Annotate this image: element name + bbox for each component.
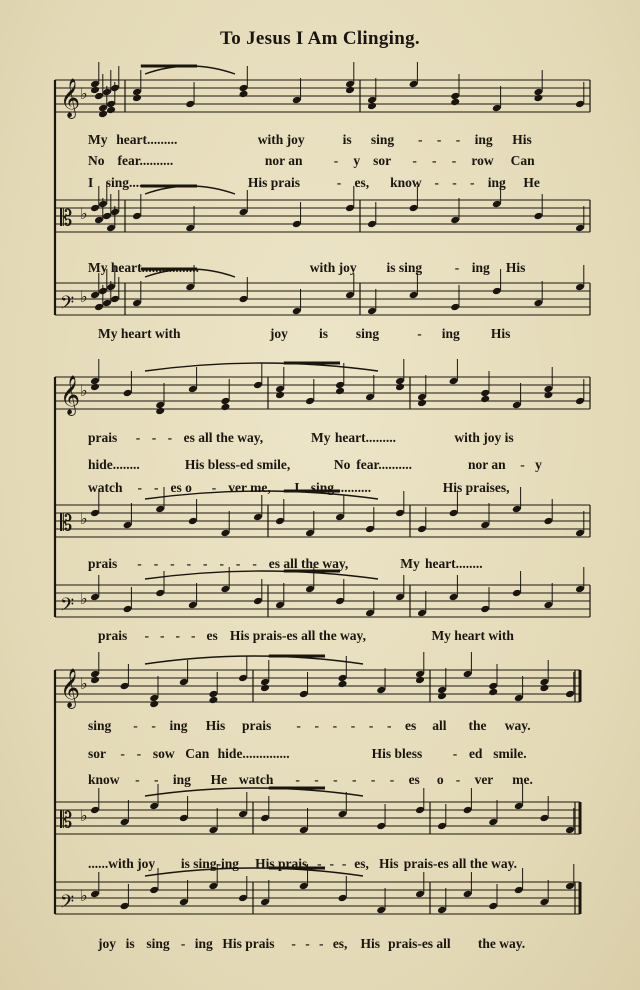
lyric-bass: sing <box>146 936 170 951</box>
lyric-verse-2: row <box>471 153 494 168</box>
lyric-verse-2: No <box>88 153 105 168</box>
lyric-verse-2: - <box>520 457 525 472</box>
flat-icon: ♭ <box>80 287 88 307</box>
treble-clef-icon: 𝄞 <box>60 374 81 415</box>
lyric-verse-1: prais <box>88 430 118 445</box>
lyric-verse-3: ing <box>487 175 506 190</box>
lyric-verse-1: His <box>512 132 532 147</box>
lyric-verse-3: - <box>470 175 475 190</box>
note-head <box>345 86 355 95</box>
treble-clef-icon: 𝄞 <box>60 77 81 118</box>
lyric-verse-2: sor <box>373 153 392 168</box>
lyric-verse-1: My <box>88 132 108 147</box>
lyric-verse-1: - <box>151 430 157 445</box>
lyric-verse-3: es <box>408 772 420 787</box>
lyric-tenor: - <box>170 556 175 571</box>
lyric-verse-3: - <box>455 772 461 787</box>
lyric-verse-2: fear.......... <box>117 153 174 168</box>
lyric-tenor: - <box>341 856 347 871</box>
lyric-verse-3: know <box>88 772 120 787</box>
lyric-verse-3: - <box>336 175 342 190</box>
bass-clef-icon: 𝄢 <box>60 292 75 318</box>
lyric-verse-2: y <box>535 457 542 472</box>
lyric-verse-3: es, <box>354 175 370 190</box>
lyric-verse-2: fear.......... <box>356 457 412 472</box>
lyric-tenor: is sing <box>386 260 423 275</box>
lyric-verse-3: I <box>294 480 300 495</box>
lyric-verse-2: nor an <box>468 457 506 472</box>
note-head <box>220 403 230 412</box>
lyric-verse-1: - <box>151 718 156 733</box>
lyric-verse-3: - <box>389 772 395 787</box>
lyric-verse-2: ed <box>468 746 483 761</box>
lyric-tenor: His <box>505 260 526 275</box>
lyric-tenor: - <box>329 856 334 871</box>
tenor-clef-icon: 𝄡 <box>60 206 73 232</box>
lyric-verse-3: His praises, <box>442 480 510 495</box>
note-head <box>539 684 549 693</box>
lyric-bass: His <box>490 326 511 341</box>
note-head <box>417 399 427 408</box>
flat-icon: ♭ <box>80 806 88 826</box>
slur <box>145 656 363 664</box>
lyric-tenor: es all the way, <box>268 556 349 571</box>
note-head <box>480 395 490 404</box>
lyric-verse-3: He <box>523 175 540 190</box>
lyric-verse-2: y <box>353 153 361 168</box>
lyric-bass: - <box>180 936 186 951</box>
lyric-verse-1: es <box>405 718 417 733</box>
lyric-tenor: - <box>317 856 322 871</box>
lyric-verse-1: sing <box>370 132 395 147</box>
note-head <box>488 688 498 697</box>
lyric-verse-2: sow <box>152 746 175 761</box>
lyric-bass: - <box>160 628 165 643</box>
lyric-verse-2: nor an <box>264 153 303 168</box>
lyric-bass: joy <box>98 936 116 951</box>
lyric-bass: is <box>319 326 329 341</box>
lyric-tenor: prais <box>88 556 118 571</box>
lyric-tenor: ing <box>471 260 490 275</box>
bass-clef-icon: 𝄢 <box>60 891 75 917</box>
lyric-verse-1: heart......... <box>334 430 397 445</box>
lyric-verse-1: ing <box>474 132 493 147</box>
note-head <box>367 102 377 111</box>
lyric-bass: prais <box>98 628 128 643</box>
lyric-verse-1: ing <box>169 718 188 733</box>
note-head <box>335 387 345 396</box>
lyric-verse-3: - <box>137 480 142 495</box>
lyric-verse-1: with joy is <box>454 430 514 445</box>
lyric-bass: His prais <box>222 936 275 951</box>
lyric-verse-3: - <box>135 772 140 787</box>
flat-icon: ♭ <box>80 674 88 694</box>
lyric-bass: is <box>125 936 135 951</box>
lyric-tenor: heart........ <box>424 556 483 571</box>
lyric-verse-1: - <box>386 718 392 733</box>
flat-icon: ♭ <box>80 886 88 906</box>
lyric-verse-3: ver me, <box>228 480 271 495</box>
lyric-bass: - <box>417 326 422 341</box>
lyric-bass: - <box>191 628 196 643</box>
lyric-verse-1: all <box>432 718 447 733</box>
lyric-verse-1: - <box>455 132 461 147</box>
lyric-verse-3: o <box>436 772 444 787</box>
lyric-verse-1: - <box>314 718 319 733</box>
hymn-title: To Jesus I Am Clinging. <box>220 28 420 49</box>
lyric-verse-1: heart......... <box>116 132 178 147</box>
lyric-verse-1: - <box>133 718 138 733</box>
lyric-bass: - <box>144 628 150 643</box>
note-head <box>106 106 116 115</box>
lyric-tenor: prais-es all the way. <box>403 856 518 871</box>
lyric-tenor: His prais <box>255 856 308 871</box>
note-head <box>149 700 159 709</box>
lyric-tenor: is sing-ing <box>180 856 240 871</box>
lyric-verse-1: - <box>350 718 356 733</box>
lyric-verse-3: me. <box>512 772 533 787</box>
lyric-verse-1: sing <box>88 718 112 733</box>
lyric-verse-2: No <box>333 457 351 472</box>
lyric-bass: joy <box>269 326 288 341</box>
lyric-verse-3: - <box>434 175 439 190</box>
lyric-verse-2: His bless <box>371 746 423 761</box>
lyric-verse-3: ing <box>172 772 191 787</box>
lyric-bass: sing <box>355 326 380 341</box>
lyric-tenor: His <box>379 856 399 871</box>
lyric-verse-3: - <box>154 772 159 787</box>
note-head <box>275 391 285 400</box>
slur <box>145 788 363 796</box>
lyric-verse-3: - <box>154 480 159 495</box>
flat-icon: ♭ <box>80 204 88 224</box>
lyric-tenor: es, <box>354 856 369 871</box>
lyric-verse-1: His <box>205 718 226 733</box>
lyric-tenor: ......with joy <box>88 856 156 871</box>
lyric-bass: the way. <box>477 936 526 951</box>
lyric-verse-1: My <box>311 430 331 445</box>
lyric-verse-3: - <box>314 772 319 787</box>
lyric-verse-2: hide........ <box>88 457 140 472</box>
lyric-tenor: - <box>186 556 192 571</box>
lyric-verse-3: - <box>352 772 357 787</box>
lyric-tenor: - <box>153 556 159 571</box>
lyric-verse-1: - <box>135 430 141 445</box>
lyric-tenor: - <box>137 556 142 571</box>
lyric-verse-1: is <box>342 132 352 147</box>
lyric-verse-3: watch <box>238 772 274 787</box>
flat-icon: ♭ <box>80 84 88 104</box>
lyric-tenor: My <box>400 556 420 571</box>
lyric-bass: My heart with <box>431 628 514 643</box>
lyric-verse-2: - <box>136 746 142 761</box>
lyric-verse-2: - <box>412 153 417 168</box>
lyric-tenor: - <box>219 556 224 571</box>
lyric-bass: ing <box>194 936 213 951</box>
lyric-verse-3: He <box>210 772 228 787</box>
lyric-bass: es <box>206 628 218 643</box>
tenor-clef-icon: 𝄡 <box>60 808 73 834</box>
lyric-tenor: - <box>454 260 460 275</box>
note-head <box>533 94 543 103</box>
lyric-bass: - <box>175 628 181 643</box>
lyric-verse-2: - <box>451 153 457 168</box>
lyric-verse-2: - <box>452 746 458 761</box>
lyric-verse-2: smile. <box>493 746 527 761</box>
lyric-verse-1: - <box>368 718 374 733</box>
lyric-bass: ing <box>441 326 460 341</box>
note-head <box>260 684 270 693</box>
lyric-verse-2: - <box>432 153 437 168</box>
lyric-bass: - <box>291 936 296 951</box>
bass-clef-icon: 𝄢 <box>60 594 75 620</box>
lyric-verse-3: es o <box>170 480 192 495</box>
flat-icon: ♭ <box>80 381 88 401</box>
lyric-verse-3: I <box>88 175 94 190</box>
lyric-verse-3: His prais <box>247 175 301 190</box>
lyric-verse-3: - <box>452 175 457 190</box>
lyric-verse-2: hide.............. <box>217 746 290 761</box>
note-head <box>208 696 218 705</box>
lyric-verse-3: - <box>211 480 217 495</box>
lyric-verse-1: with joy <box>257 132 305 147</box>
lyric-verse-3: know <box>390 175 422 190</box>
note-head <box>338 680 348 689</box>
note-head <box>132 94 142 103</box>
lyric-verse-2: - <box>333 153 339 168</box>
flat-icon: ♭ <box>80 589 88 609</box>
note-head <box>90 676 100 685</box>
lyric-verse-3: ver <box>474 772 494 787</box>
lyric-verse-2: Can <box>510 153 535 168</box>
note-head <box>543 391 553 400</box>
lyric-verse-3: - <box>370 772 376 787</box>
flat-icon: ♭ <box>80 509 88 529</box>
lyric-bass: - <box>305 936 310 951</box>
treble-clef-icon: 𝄞 <box>60 667 81 708</box>
note-head <box>155 407 165 416</box>
lyric-bass: prais-es all <box>388 936 451 951</box>
lyric-verse-1: - <box>332 718 338 733</box>
lyric-verse-1: the <box>468 718 487 733</box>
lyric-verse-3: - <box>295 772 300 787</box>
lyric-verse-2: His bless-ed smile, <box>184 457 291 472</box>
lyric-tenor: My heart................. <box>88 260 199 275</box>
lyric-verse-3: - <box>333 772 338 787</box>
note-head <box>415 676 425 685</box>
lyric-tenor: - <box>235 556 241 571</box>
lyric-bass: His <box>360 936 380 951</box>
slur <box>145 571 378 579</box>
note-head <box>239 90 249 99</box>
lyric-verse-3: watch <box>88 480 123 495</box>
lyric-verse-1: - <box>436 132 442 147</box>
lyric-verse-1: - <box>296 718 301 733</box>
note-head <box>450 98 460 107</box>
note-head <box>90 86 100 95</box>
lyric-verse-2: Can <box>185 746 210 761</box>
note-head <box>90 383 100 392</box>
lyric-bass: - <box>319 936 324 951</box>
lyric-verse-2: sor <box>88 746 106 761</box>
note-head <box>98 110 108 119</box>
note-head <box>395 383 405 392</box>
lyric-bass: es, <box>332 936 348 951</box>
lyric-verse-1: prais <box>242 718 272 733</box>
lyric-verse-1: es all the way, <box>183 430 264 445</box>
lyric-verse-3: sing........... <box>310 480 372 495</box>
lyric-tenor: - <box>203 556 208 571</box>
lyric-verse-1: - <box>418 132 423 147</box>
lyric-bass: My heart with <box>98 326 181 341</box>
lyric-bass: His prais-es all the way, <box>229 628 366 643</box>
lyric-tenor: - <box>252 556 257 571</box>
tenor-clef-icon: 𝄡 <box>60 511 73 537</box>
lyric-tenor: with joy <box>309 260 357 275</box>
lyric-verse-1: - <box>167 430 173 445</box>
lyric-verse-2: - <box>120 746 125 761</box>
lyric-verse-3: sing........... <box>105 175 167 190</box>
lyric-verse-1: way. <box>504 718 531 733</box>
note-head <box>437 692 447 701</box>
